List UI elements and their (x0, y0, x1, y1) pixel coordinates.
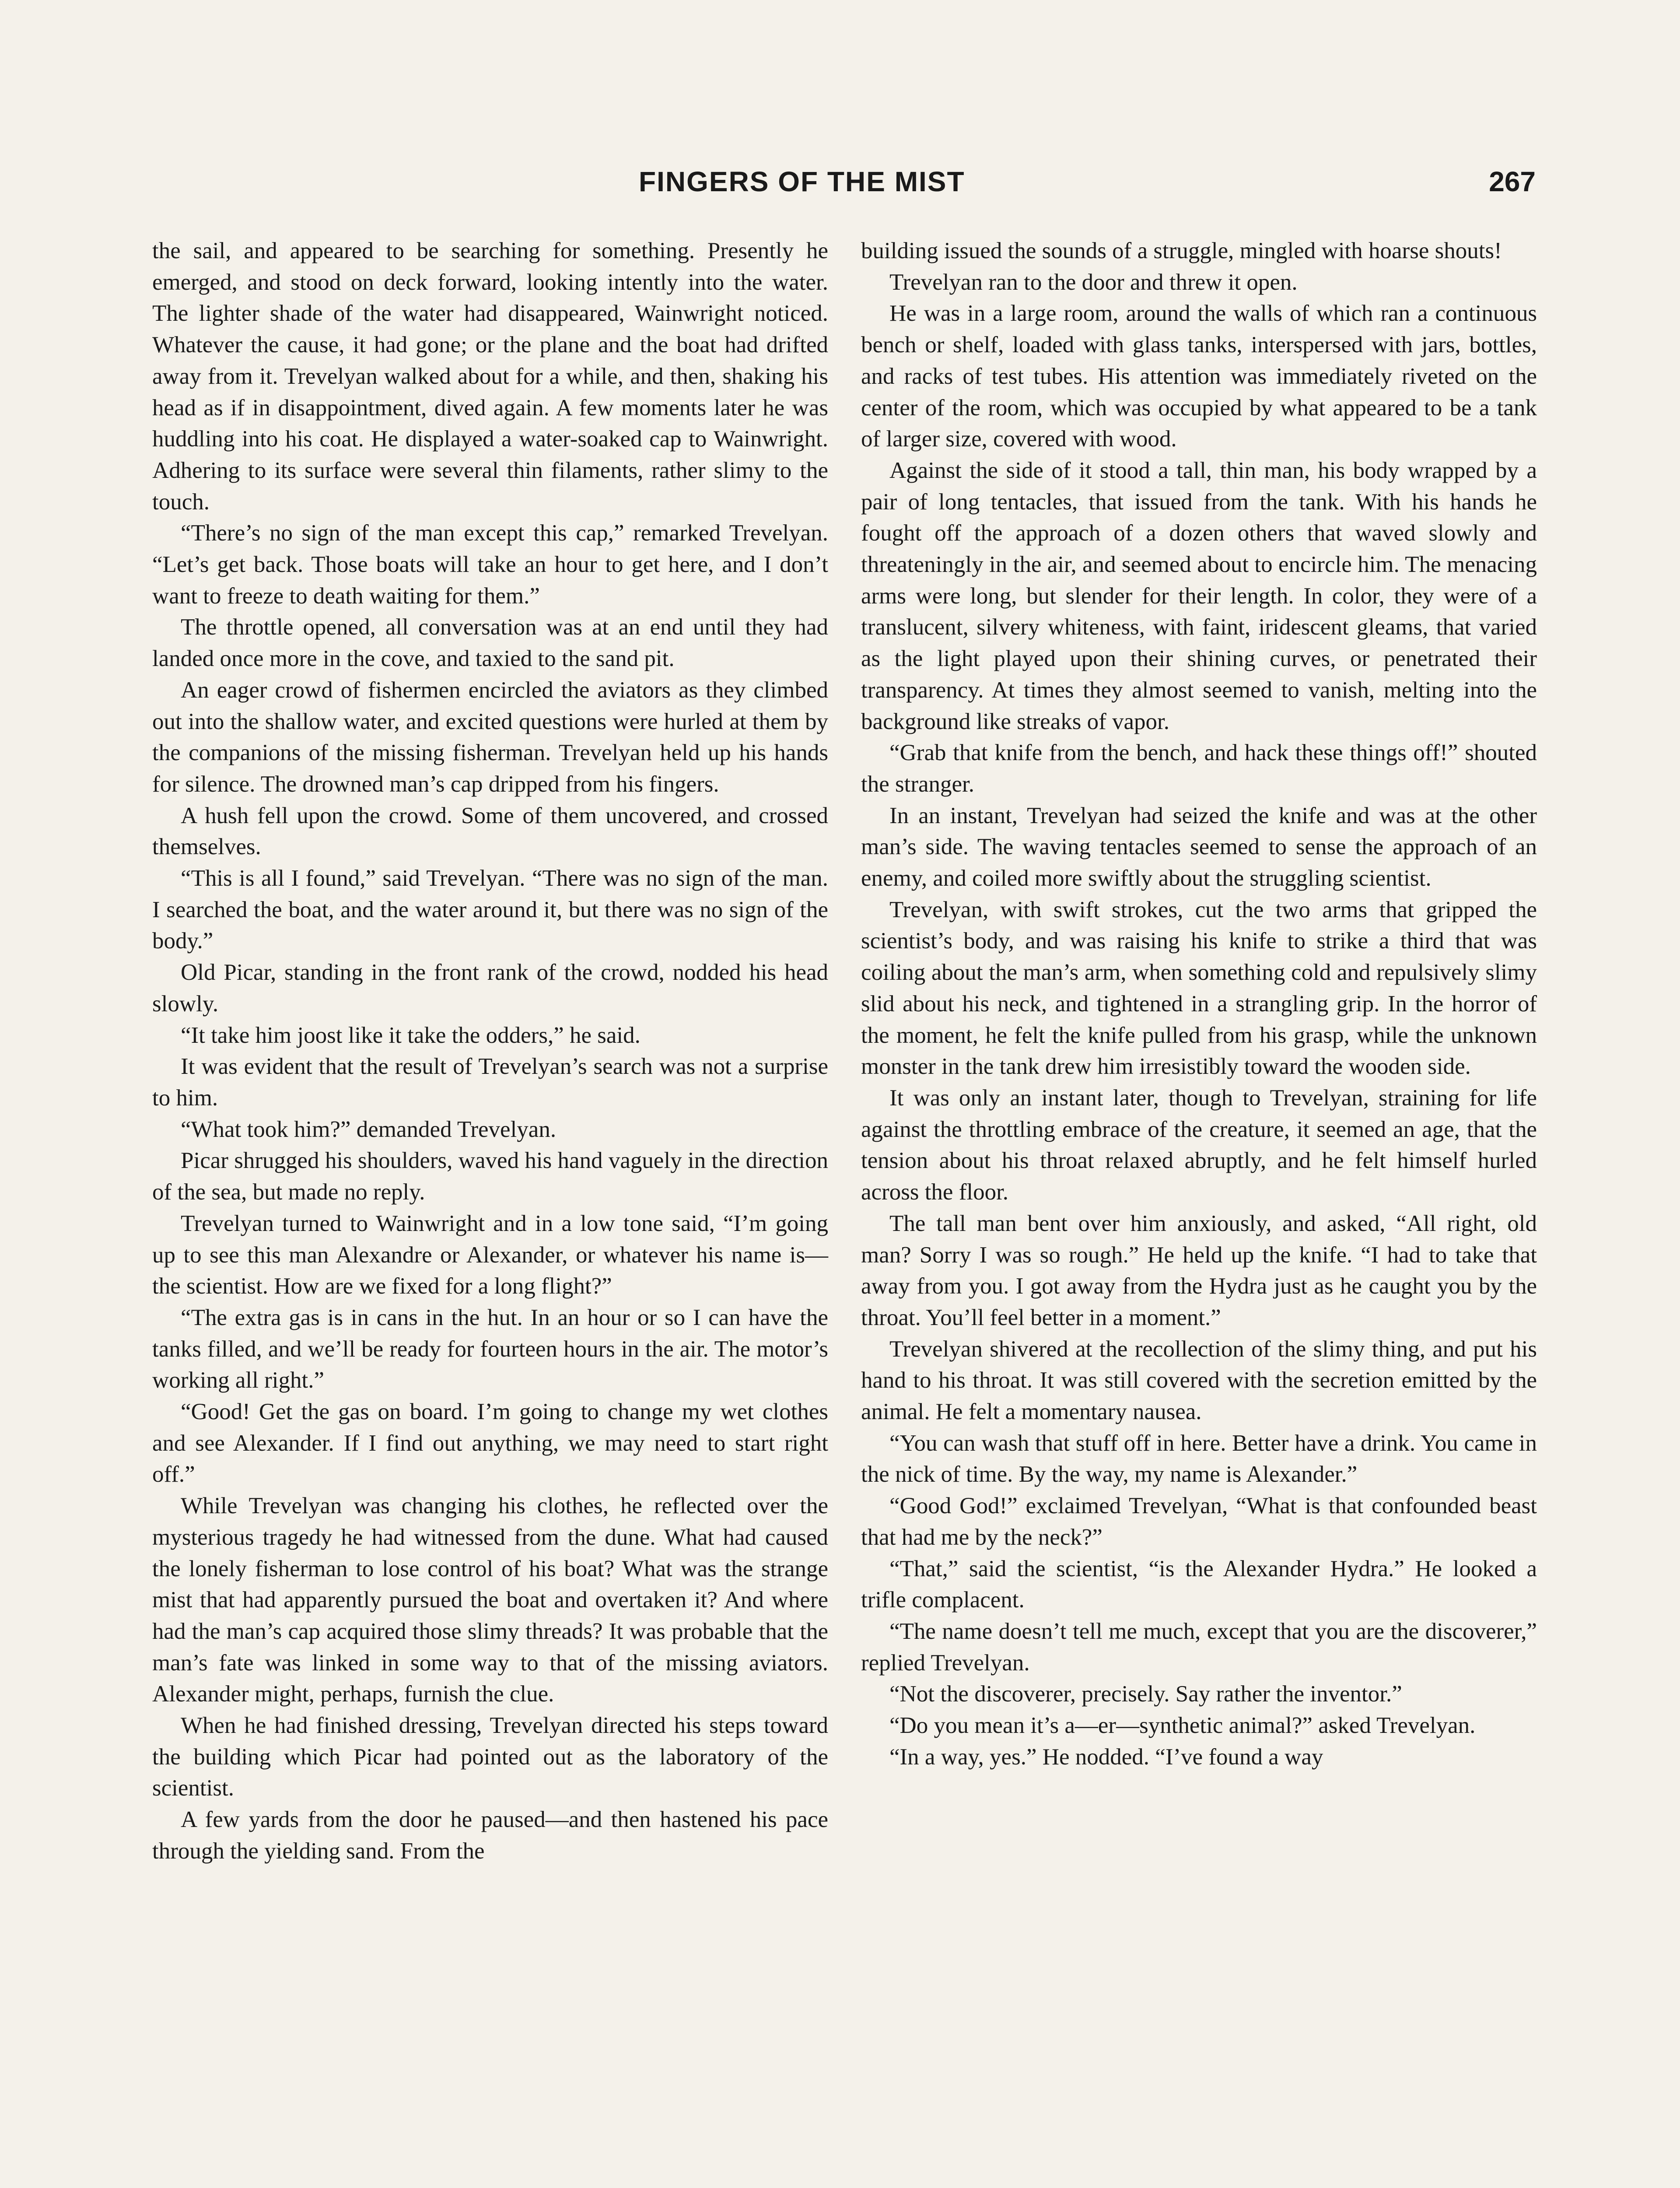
paragraph: An eager crowd of fishermen encircled the aviators as they climbed out into the shallow water, and excited questions were hurled at them by the companions of the missing fisherman. Trevelyan held up his hands for silence. The drowned man’s cap dripped from his fingers. (152, 677, 828, 797)
paragraph: “Grab that knife from the bench, and hack these things off!” shouted the stranger. (861, 740, 1537, 797)
paragraph: Old Picar, standing in the front rank of the crowd, nodded his head slowly. (152, 960, 828, 1017)
paragraph: “Not the discoverer, precisely. Say rather the inventor.” (889, 1681, 1402, 1707)
paragraph: “This is all I found,” said Trevelyan. “There was no sign of the man. I searched the boat, and the water around it, but there was no sign of the body.” (152, 866, 828, 954)
paragraph: Against the side of it stood a tall, thin man, his body wrapped by a pair of long tentacles, that issued from the tank. With his hands he fought off the approach of a dozen others that waved slowly and threateningly in the air, and seemed about to encircle him. The menacing arms were long, but slender for their length. In color, they were of a translucent, silvery whiteness, with faint, iridescent gleams, that varied as the light played upon their shining curves, or penetrated their transparency. At times they almost seemed to vanish, melting into the background like streaks of vapor. (861, 457, 1537, 734)
paragraph: He was in a large room, around the walls of which ran a continuous bench or shelf, loaded with glass tanks, interspersed with jars, bottles, and racks of test tubes. His attention was immediately riveted on the center of the room, which was occupied by what appeared to be a tank of larger size, covered with wood. (861, 301, 1537, 452)
paragraph: building issued the sounds of a struggle, mingled with hoarse shouts! (861, 238, 1502, 263)
paragraph: “Good God!” exclaimed Trevelyan, “What is that confounded beast that had me by the neck?” (861, 1493, 1537, 1550)
paragraph: Trevelyan shivered at the recollection of the slimy thing, and put his hand to his throat. It was still covered with the secretion emitted by the animal. He felt a momentary nausea. (861, 1336, 1537, 1425)
paragraph: When he had finished dressing, Trevelyan directed his steps toward the building which Picar had pointed out as the laboratory of the scientist. (152, 1713, 828, 1801)
paragraph: “Do you mean it’s a—er—synthetic animal?” asked Trevelyan. (889, 1713, 1476, 1739)
paragraph: Picar shrugged his shoulders, waved his hand vaguely in the direction of the sea, but made no reply. (152, 1148, 828, 1205)
paragraph: It was evident that the result of Trevelyan’s search was not a surprise to him. (152, 1054, 828, 1111)
paragraph: “The extra gas is in cans in the hut. In an hour or so I can have the tanks filled, and we’ll be ready for fourteen hours in the air. The motor’s working all right.” (152, 1304, 828, 1393)
paragraph: A few yards from the door he paused—and then hastened his pace through the yielding sand. From the (152, 1807, 828, 1864)
paragraph: Trevelyan turned to Wainwright and in a low tone said, “I’m going up to see this man Alexandre or Alexander, or whatever his name is—the scientist. How are we fixed for a long flight?” (152, 1210, 828, 1299)
running-title: FINGERS OF THE MIST (639, 166, 965, 197)
page-number: 267 (1489, 166, 1536, 197)
left-column (152, 235, 828, 1867)
paragraph: “You can wash that stuff off in here. Better have a drink. You came in the nick of time. By the way, my name is Alexander.” (861, 1430, 1537, 1487)
paragraph: the sail, and appeared to be searching for something. Presently he emerged, and stood on deck forward, looking intently into the water. The lighter shade of the water had disappeared, Wainwright noticed. Whatever the cause, it had gone; or the plane and the boat had drifted away from it. Trevelyan walked about for a while, and then, shaking his head as if in disappointment, dived again. A few moments later he was huddling into his coat. He displayed a water-soaked cap to Wainwright. Adhering to its surface were several thin filaments, rather slimy to the touch. (152, 238, 828, 515)
paragraph: “That,” said the scientist, “is the Alexander Hydra.” He looked a trifle complacent. (861, 1556, 1537, 1613)
paragraph: While Trevelyan was changing his clothes, he reflected over the mysterious tragedy he had witnessed from the dune. What had caused the lonely fisherman to lose control of his boat? What was the strange mist that had apparently pursued the boat and overtaken it? And where had the man’s cap acquired those slimy threads? It was probable that the man’s fate was linked in some way to that of the missing aviators. Alexander might, perhaps, furnish the clue. (152, 1493, 828, 1707)
right-column (861, 235, 1537, 1773)
paragraph: A hush fell upon the crowd. Some of them uncovered, and crossed themselves. (152, 803, 828, 860)
paragraph: “What took him?” demanded Trevelyan. (181, 1116, 556, 1142)
paragraph: “It take him joost like it take the odders,” he said. (181, 1022, 640, 1048)
paragraph: “There’s no sign of the man except this cap,” remarked Trevelyan. “Let’s get back. Those boats will take an hour to get here, and I don’t want to freeze to death waiting for them.” (152, 520, 828, 609)
paragraph: In an instant, Trevelyan had seized the knife and was at the other man’s side. The waving tentacles seemed to sense the approach of an enemy, and coiled more swiftly about the struggling scientist. (861, 803, 1537, 891)
paragraph: It was only an instant later, though to Trevelyan, straining for life against the throttling embrace of the creature, it seemed an age, that the tension about his throat relaxed abruptly, and he felt himself hurled across the floor. (861, 1085, 1537, 1205)
running-header (639, 165, 1536, 218)
paragraph: The tall man bent over him anxiously, and asked, “All right, old man? Sorry I was so rough.” He held up the knife. “I had to take that away from you. I got away from the Hydra just as he caught you by the throat. You’ll feel better in a moment.” (861, 1210, 1537, 1330)
paragraph: The throttle opened, all conversation was at an end until they had landed once more in the cove, and taxied to the sand pit. (152, 614, 828, 672)
paragraph: “Good! Get the gas on board. I’m going to change my wet clothes and see Alexander. If I find out anything, we may need to start right off.” (152, 1399, 828, 1487)
paragraph: “The name doesn’t tell me much, except that you are the discoverer,” replied Trevelyan. (861, 1618, 1537, 1676)
paragraph: “In a way, yes.” He nodded. “I’ve found a way (889, 1744, 1323, 1770)
paragraph: Trevelyan ran to the door and threw it open. (889, 269, 1298, 295)
paragraph: Trevelyan, with swift strokes, cut the two arms that gripped the scientist’s body, and was raising his knife to strike a third that was coiling about the man’s arm, when something cold and repulsively slimy slid about his neck, and tightened in a strangling grip. In the horror of the moment, he felt the knife pulled from his grasp, while the unknown monster in the tank drew him irresistibly toward the wooden side. (861, 897, 1537, 1080)
